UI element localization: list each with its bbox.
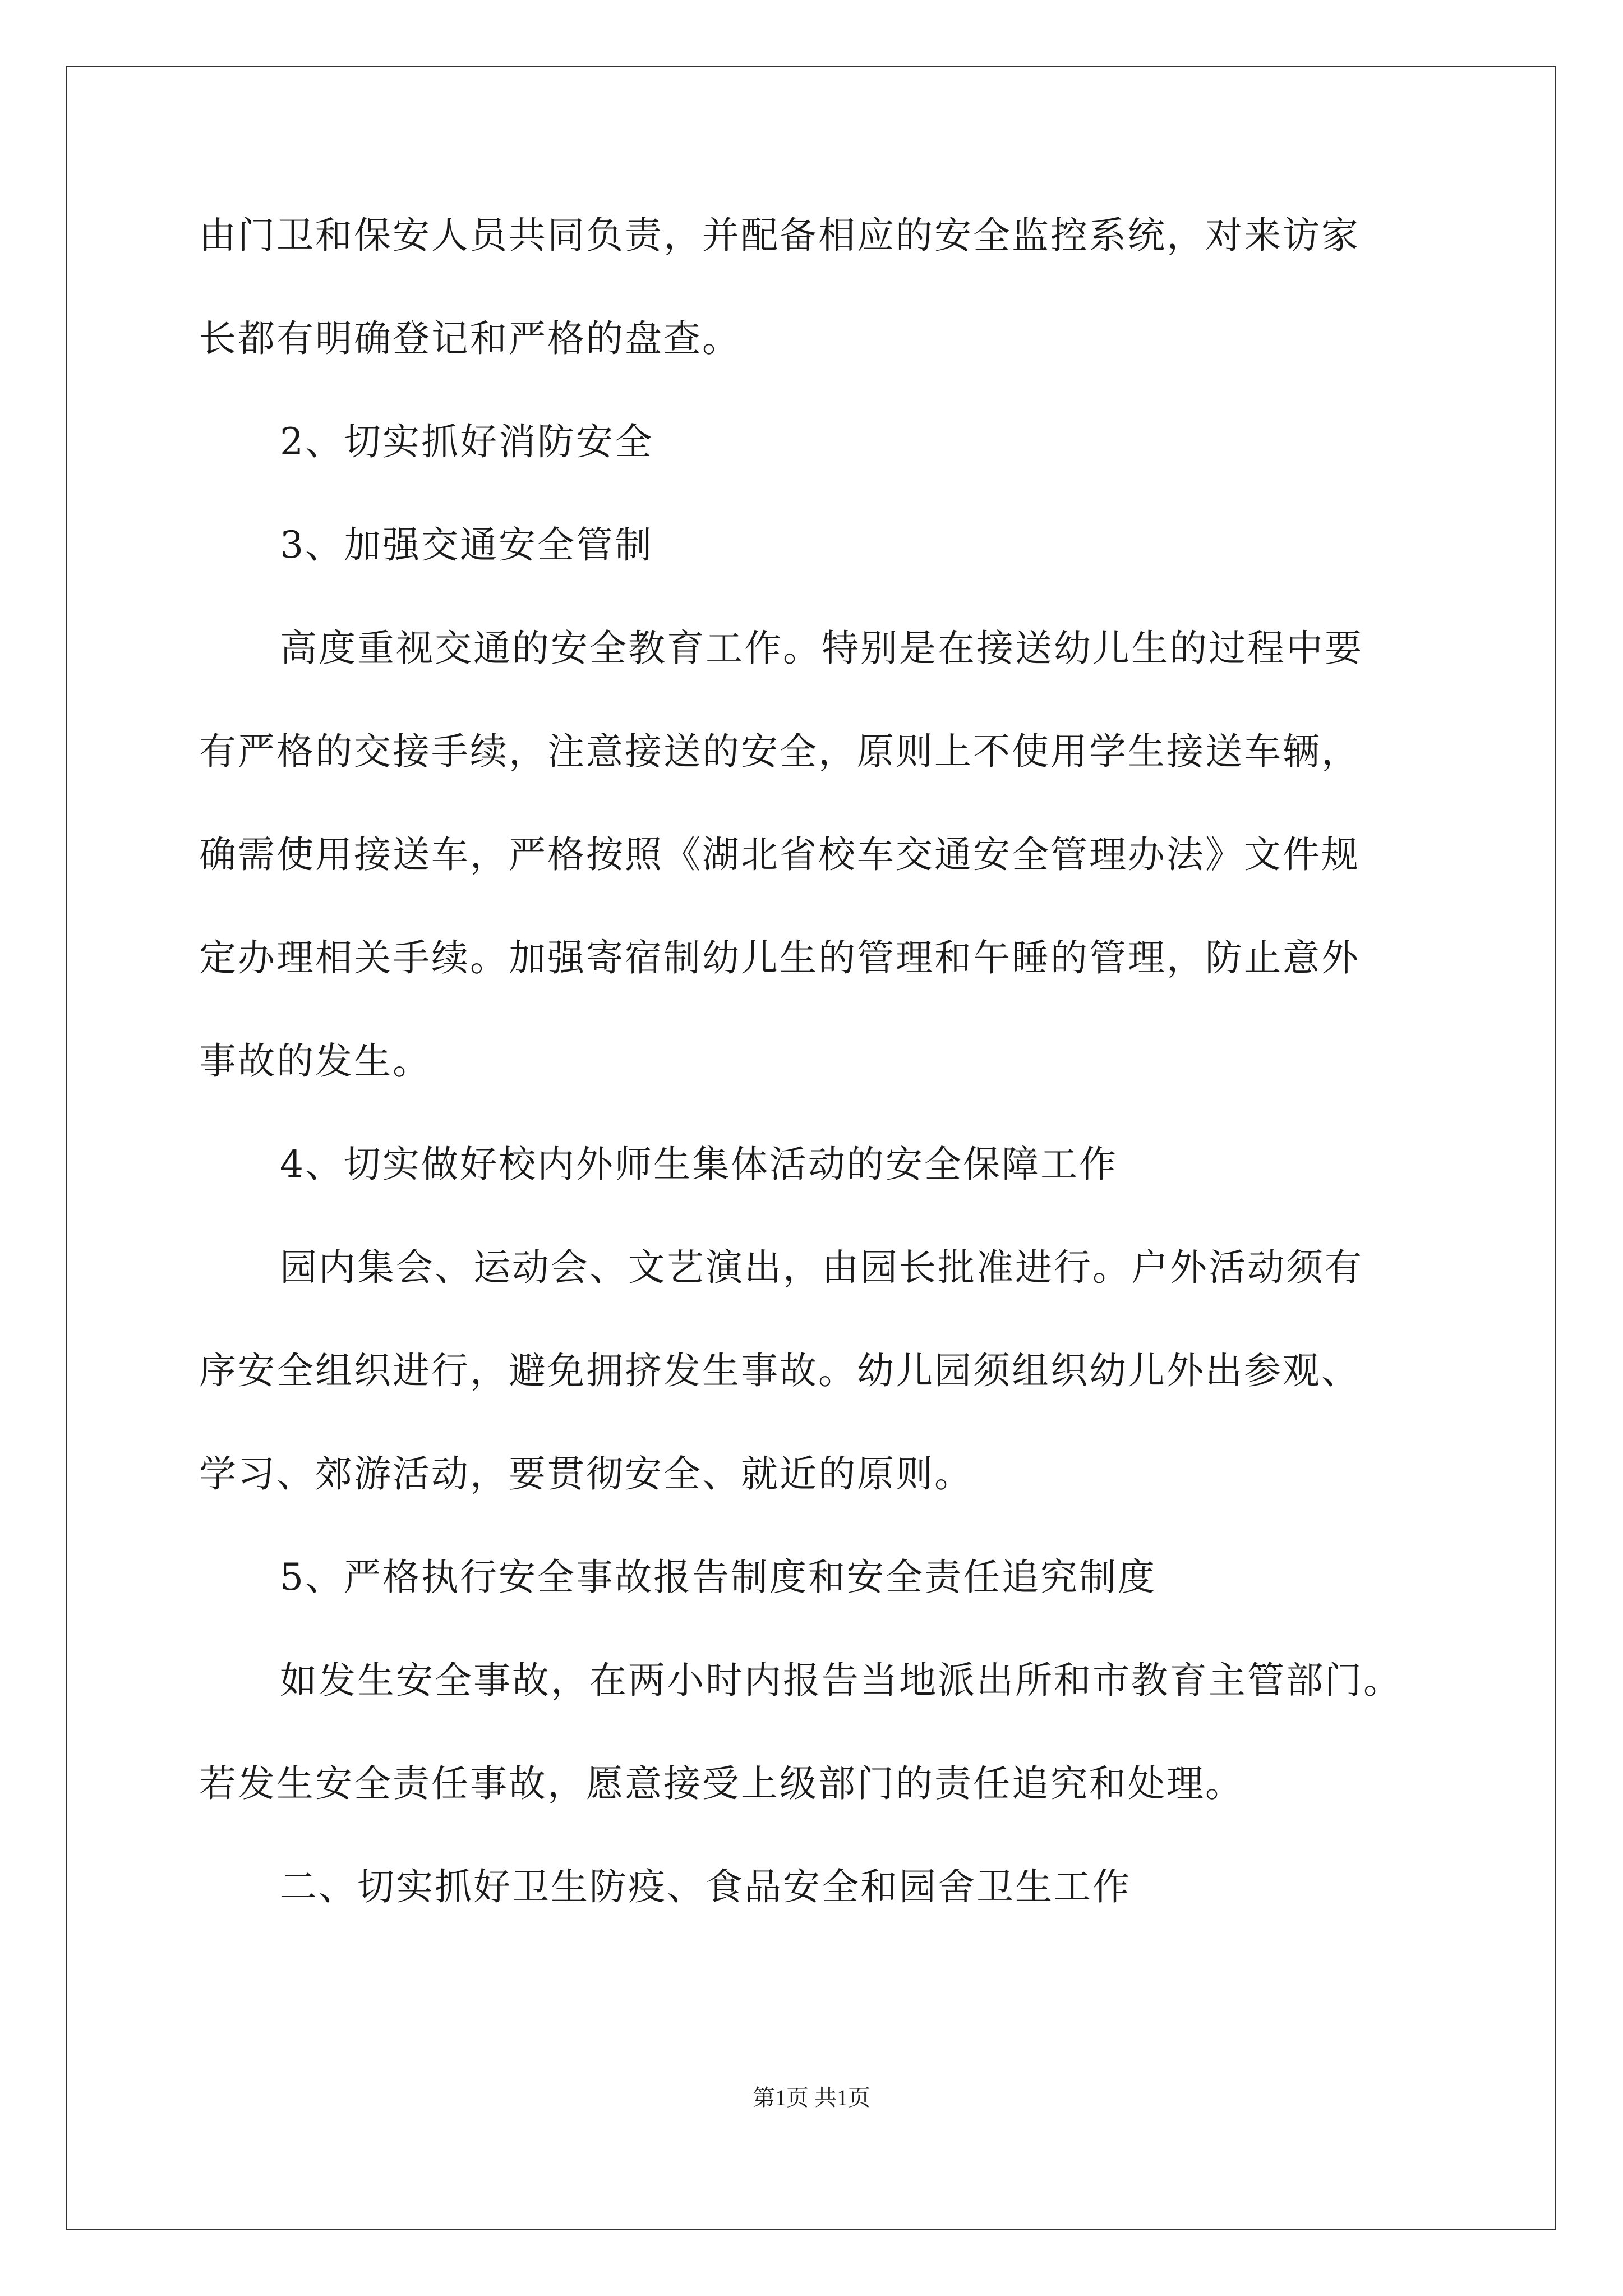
text-line: 如发生安全事故，在两小时内报告当地派出所和市教育主管部门。	[280, 1659, 1402, 1702]
text-line: 5、严格执行安全事故报告制度和安全责任追究制度	[280, 1556, 1156, 1599]
text-line: 定办理相关手续。加强寄宿制幼儿生的管理和午睡的管理，防止意外	[199, 936, 1360, 979]
text-line: 由门卫和保安人员共同负责，并配备相应的安全监控系统，对来访家	[199, 214, 1360, 257]
text-line: 事故的发生。	[199, 1039, 431, 1083]
text-line: 长都有明确登记和严格的盘查。	[199, 317, 741, 360]
text-line: 3、加强交通安全管制	[280, 523, 653, 567]
text-line: 2、切实抓好消防安全	[280, 420, 653, 463]
text-line: 若发生安全责任事故，愿意接受上级部门的责任追究和处理。	[199, 1762, 1244, 1805]
page-footer: 第1页 共1页	[753, 2085, 870, 2110]
text-line: 二、切实抓好卫生防疫、食品安全和园舍卫生工作	[280, 1865, 1131, 1908]
text-line: 有严格的交接手续，注意接送的安全，原则上不使用学生接送车辆，	[199, 730, 1360, 773]
text-line: 序安全组织进行，避免拥挤发生事故。幼儿园须组织幼儿外出参观、	[199, 1349, 1360, 1392]
text-line: 园内集会、运动会、文艺演出，由园长批准进行。户外活动须有	[280, 1246, 1363, 1289]
text-line: 确需使用接送车，严格按照《湖北省校车交通安全管理办法》文件规	[199, 833, 1360, 876]
text-line: 高度重视交通的安全教育工作。特别是在接送幼儿生的过程中要	[280, 627, 1363, 670]
text-line: 4、切实做好校内外师生集体活动的安全保障工作	[280, 1143, 1118, 1186]
text-line: 学习、郊游活动，要贯彻安全、就近的原则。	[199, 1452, 973, 1496]
